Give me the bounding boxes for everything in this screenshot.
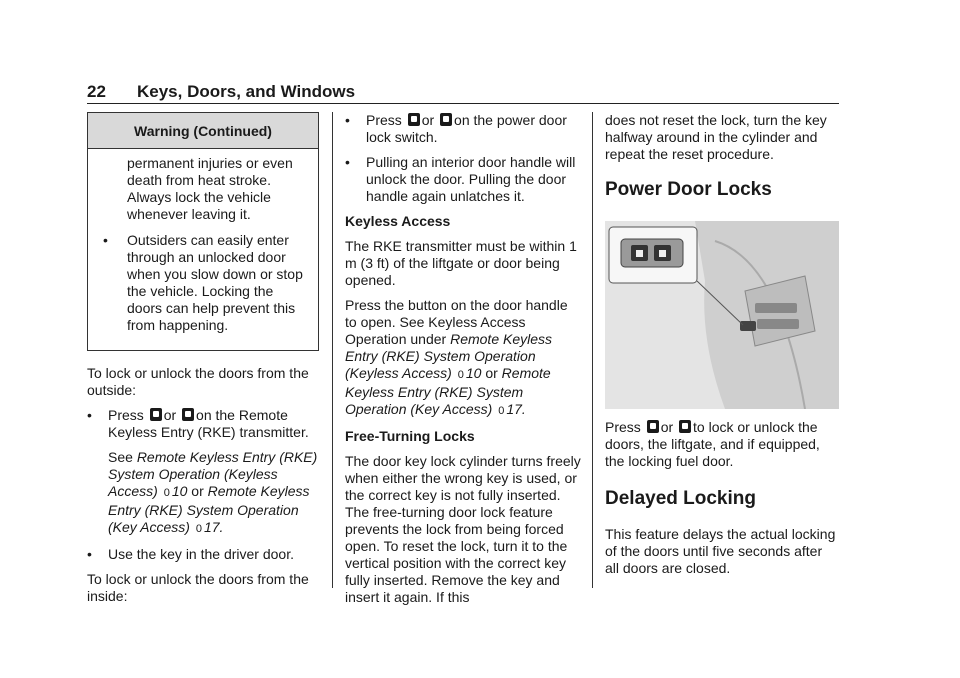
column-2 <box>345 112 581 614</box>
list-item: • Use the key in the driver door. <box>87 546 294 562</box>
reference-link[interactable]: Remote Keyless Entry (RKE) System Operation (Keyless Access) <box>345 331 553 381</box>
column-divider-1 <box>332 112 333 588</box>
reference-page[interactable]: 10 <box>171 483 188 499</box>
door-lock-switch-illustration <box>605 221 839 409</box>
warning-continued-text: permanent injuries or even death from heat stroke. Always lock the vehicle whenever leaving it. <box>127 155 293 222</box>
lock-button-icon <box>408 113 420 126</box>
page-header <box>87 84 839 104</box>
page-number: 22 <box>87 82 106 101</box>
column-divider-2 <box>592 112 593 588</box>
free-turning-heading: Free-Turning Locks <box>345 428 475 444</box>
outside-intro: To lock or unlock the doors from the outside: <box>87 365 309 398</box>
reference-page[interactable]: 10 <box>465 365 482 381</box>
unlock-button-icon <box>647 420 659 433</box>
power-locks-paragraph: Press or to lock or unlock the doors, the liftgate, and if equipped, the locking fuel door. <box>605 419 820 469</box>
reference-link[interactable]: Remote Keyless Entry (RKE) System Operation (Keyless Access) <box>108 449 318 499</box>
column-1 <box>87 112 321 613</box>
warning-box <box>87 112 319 351</box>
door-panel-drawing <box>605 221 839 409</box>
list-item: • Press or on the Remote Keyless Entry (RKE) transmitter. <box>87 407 309 440</box>
chapter-title: Keys, Doors, and Windows <box>137 82 356 101</box>
reference-page[interactable]: 17. <box>203 519 224 535</box>
unlock-button-icon <box>182 408 194 421</box>
power-door-locks-heading: Power Door Locks <box>605 179 772 200</box>
keyless-paragraph-1: The RKE transmitter must be within 1 m (3 ft) of the liftgate or door being opened. <box>345 238 577 288</box>
list-item: • Press or on the power door lock switch. <box>345 112 567 145</box>
reference-page[interactable]: 17. <box>506 401 526 417</box>
lock-button-icon <box>679 420 691 433</box>
warning-bullet: • Outsiders can easily enter through an unlocked door when you slow down or stop the vehicle. Locking the doors can help prevent this from happening. <box>98 232 308 334</box>
lock-button-icon <box>150 408 162 421</box>
reference-link[interactable]: Remote Keyless Entry (RKE) System Operation (Key Access) <box>108 483 310 535</box>
keyless-access-heading: Keyless Access <box>345 213 451 229</box>
delayed-locking-paragraph: This feature delays the actual locking of the doors until five seconds after all doors are closed. <box>605 526 836 576</box>
keyless-paragraph-2: Press the button on the door handle to open. See Keyless Access Operation under Remote Keyless Entry (RKE) System Operation (Keyless Access) 0 10 or Remote Keyless Entry (RKE) System Operation (Key Access) 0 17. <box>345 297 568 417</box>
column-3 <box>605 112 839 585</box>
continued-paragraph: does not reset the lock, turn the key halfway around in the cylinder and repeat the reset procedure. <box>605 112 827 162</box>
reference-link[interactable]: Remote Keyless Entry (RKE) System Operation (Key Access) <box>345 365 551 417</box>
free-turning-paragraph: The door key lock cylinder turns freely when either the wrong key is used, or the correct key is not fully inserted. The free-turning door lock feature prevents the lock from being forced open. To reset the lock, turn it to the vertical position with the correct key fully inserted. Remove the key and insert it again. If this <box>345 453 581 605</box>
warning-title: Warning (Continued) <box>88 113 318 149</box>
inside-intro: To lock or unlock the doors from the inside: <box>87 571 309 604</box>
see-reference: See Remote Keyless Entry (RKE) System Operation (Keyless Access) 0 10 or Remote Keyless Entry (RKE) System Operation (Key Access) 0 17. <box>108 449 318 535</box>
list-item: • Pulling an interior door handle will unlock the door. Pulling the door handle again unlatches it. <box>345 154 576 204</box>
unlock-button-icon <box>440 113 452 126</box>
delayed-locking-heading: Delayed Locking <box>605 488 756 509</box>
